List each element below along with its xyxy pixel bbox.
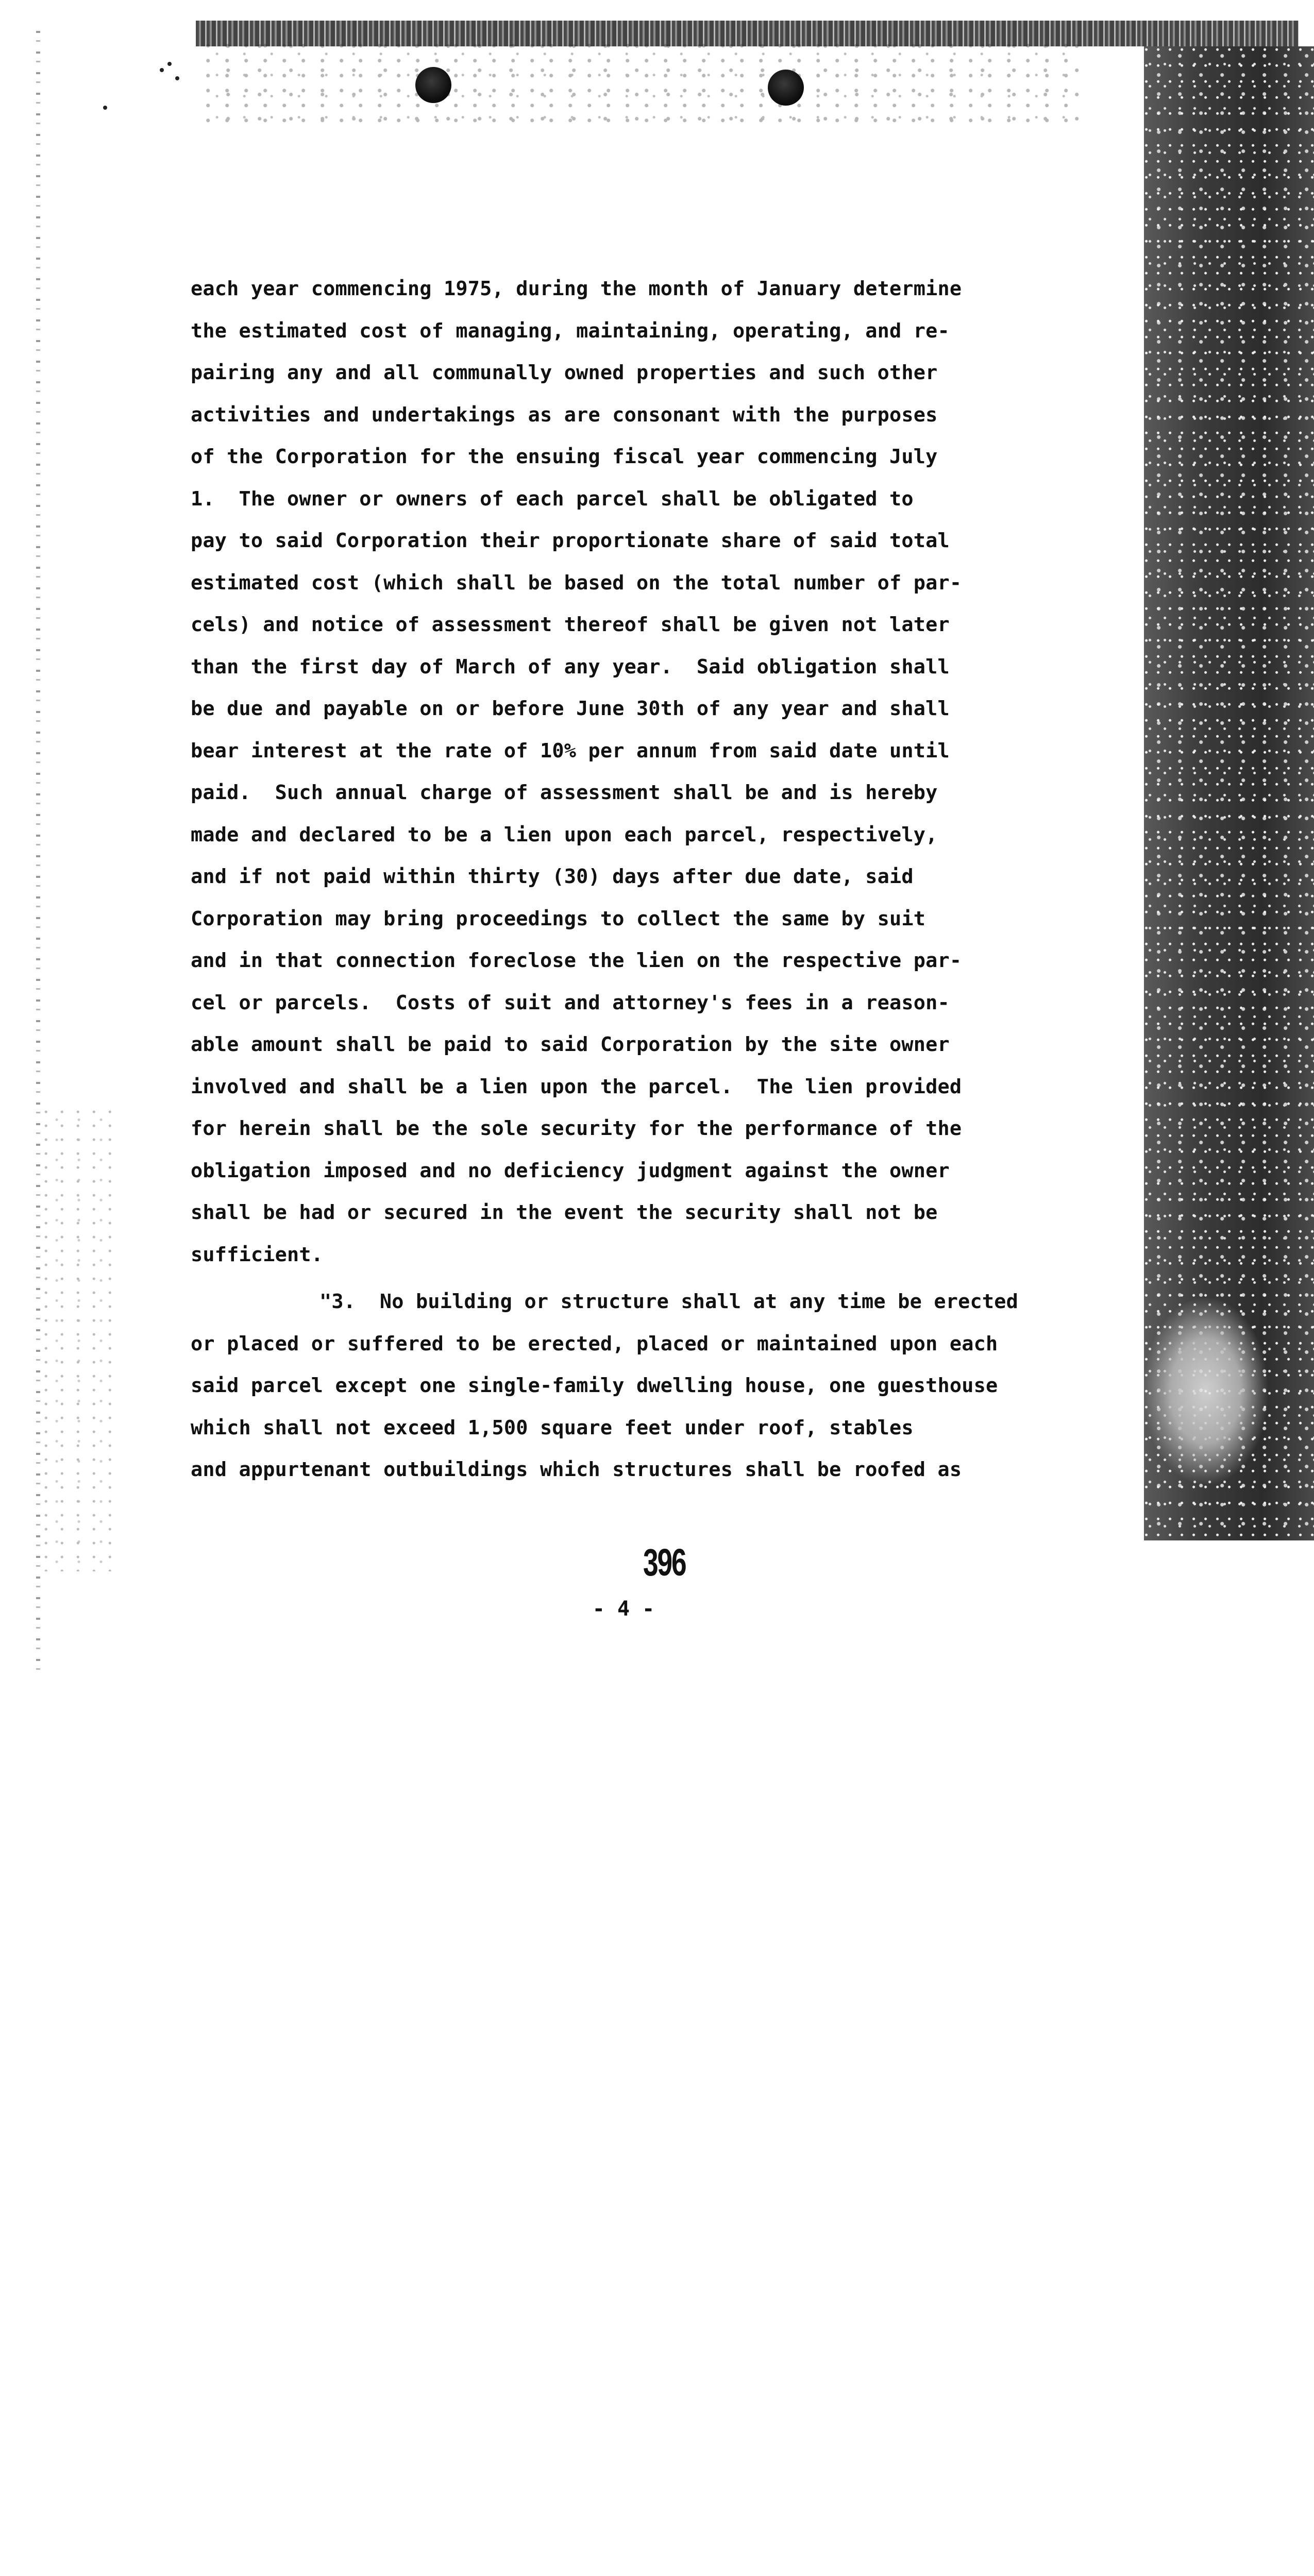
scan-splotch [1144,1298,1268,1484]
text-line: cel or parcels. Costs of suit and attorney's fees in a reason- [191,991,950,1014]
text-line: and appurtenant outbuildings which structures shall be roofed as [191,1458,962,1481]
recording-book-page-stamp [643,1540,823,1584]
scan-left-marks [41,1108,119,1571]
text-line: bear interest at the rate of 10% per annum from said date until [191,739,950,762]
text-line: Corporation may bring proceedings to collect the same by suit [191,907,926,930]
text-line: able amount shall be paid to said Corporation by the site owner [191,1033,950,1056]
text-line: and if not paid within thirty (30) days after due date, said [191,865,914,888]
text-line: pay to said Corporation their proportionate share of said total [191,529,950,552]
text-line: each year commencing 1975, during the month of January determine [191,277,962,300]
text-line: and in that connection foreclose the lien on the respective par- [191,949,962,972]
punch-hole-icon [415,67,451,103]
text-line: said parcel except one single-family dwelling house, one guesthouse [191,1374,998,1397]
document-body [191,268,1077,1491]
text-line: or placed or suffered to be erected, placed or maintained upon each [191,1332,998,1355]
scan-speckle [206,41,1082,124]
scan-dot [167,62,172,66]
scan-dot [103,106,107,110]
punch-hole-icon [768,70,804,106]
text-line: estimated cost (which shall be based on the total number of par- [191,571,962,595]
text-line: than the first day of March of any year. Said obligation shall [191,655,950,679]
page-number: - 4 - [592,1597,655,1621]
text-line: the estimated cost of managing, maintaining, operating, and re- [191,319,950,343]
text-line: of the Corporation for the ensuing fiscal year commencing July [191,445,938,468]
text-line: obligation imposed and no deficiency judgment against the owner [191,1159,950,1182]
text-line: paid. Such annual charge of assessment shall be and is hereby [191,781,938,804]
text-line: which shall not exceed 1,500 square feet under roof, stables [191,1416,914,1439]
page-ref: 396 [643,1540,1314,2576]
text-line: 1. The owner or owners of each parcel shall be obligated to [191,487,914,511]
text-line: activities and undertakings as are consonant with the purposes [191,403,938,427]
scan-dot [160,68,164,72]
text-line: for herein shall be the sole security for the performance of the [191,1117,962,1140]
text-line: be due and payable on or before June 30th of any year and shall [191,697,950,720]
text-line: pairing any and all communally owned properties and such other [191,361,938,384]
section-3-heading-line: "3. No building or structure shall at any time be erected [319,1290,1018,1313]
scan-left-edge [36,31,40,1680]
text-line: shall be had or secured in the event the security shall not be [191,1201,938,1224]
text-line: cels) and notice of assessment thereof shall be given not later [191,613,950,636]
scan-dot [175,76,179,80]
text-line: involved and shall be a lien upon the parcel. The lien provided [191,1075,962,1098]
text-line: made and declared to be a lien upon each parcel, respectively, [191,823,938,846]
text-line: sufficient. [191,1243,324,1266]
